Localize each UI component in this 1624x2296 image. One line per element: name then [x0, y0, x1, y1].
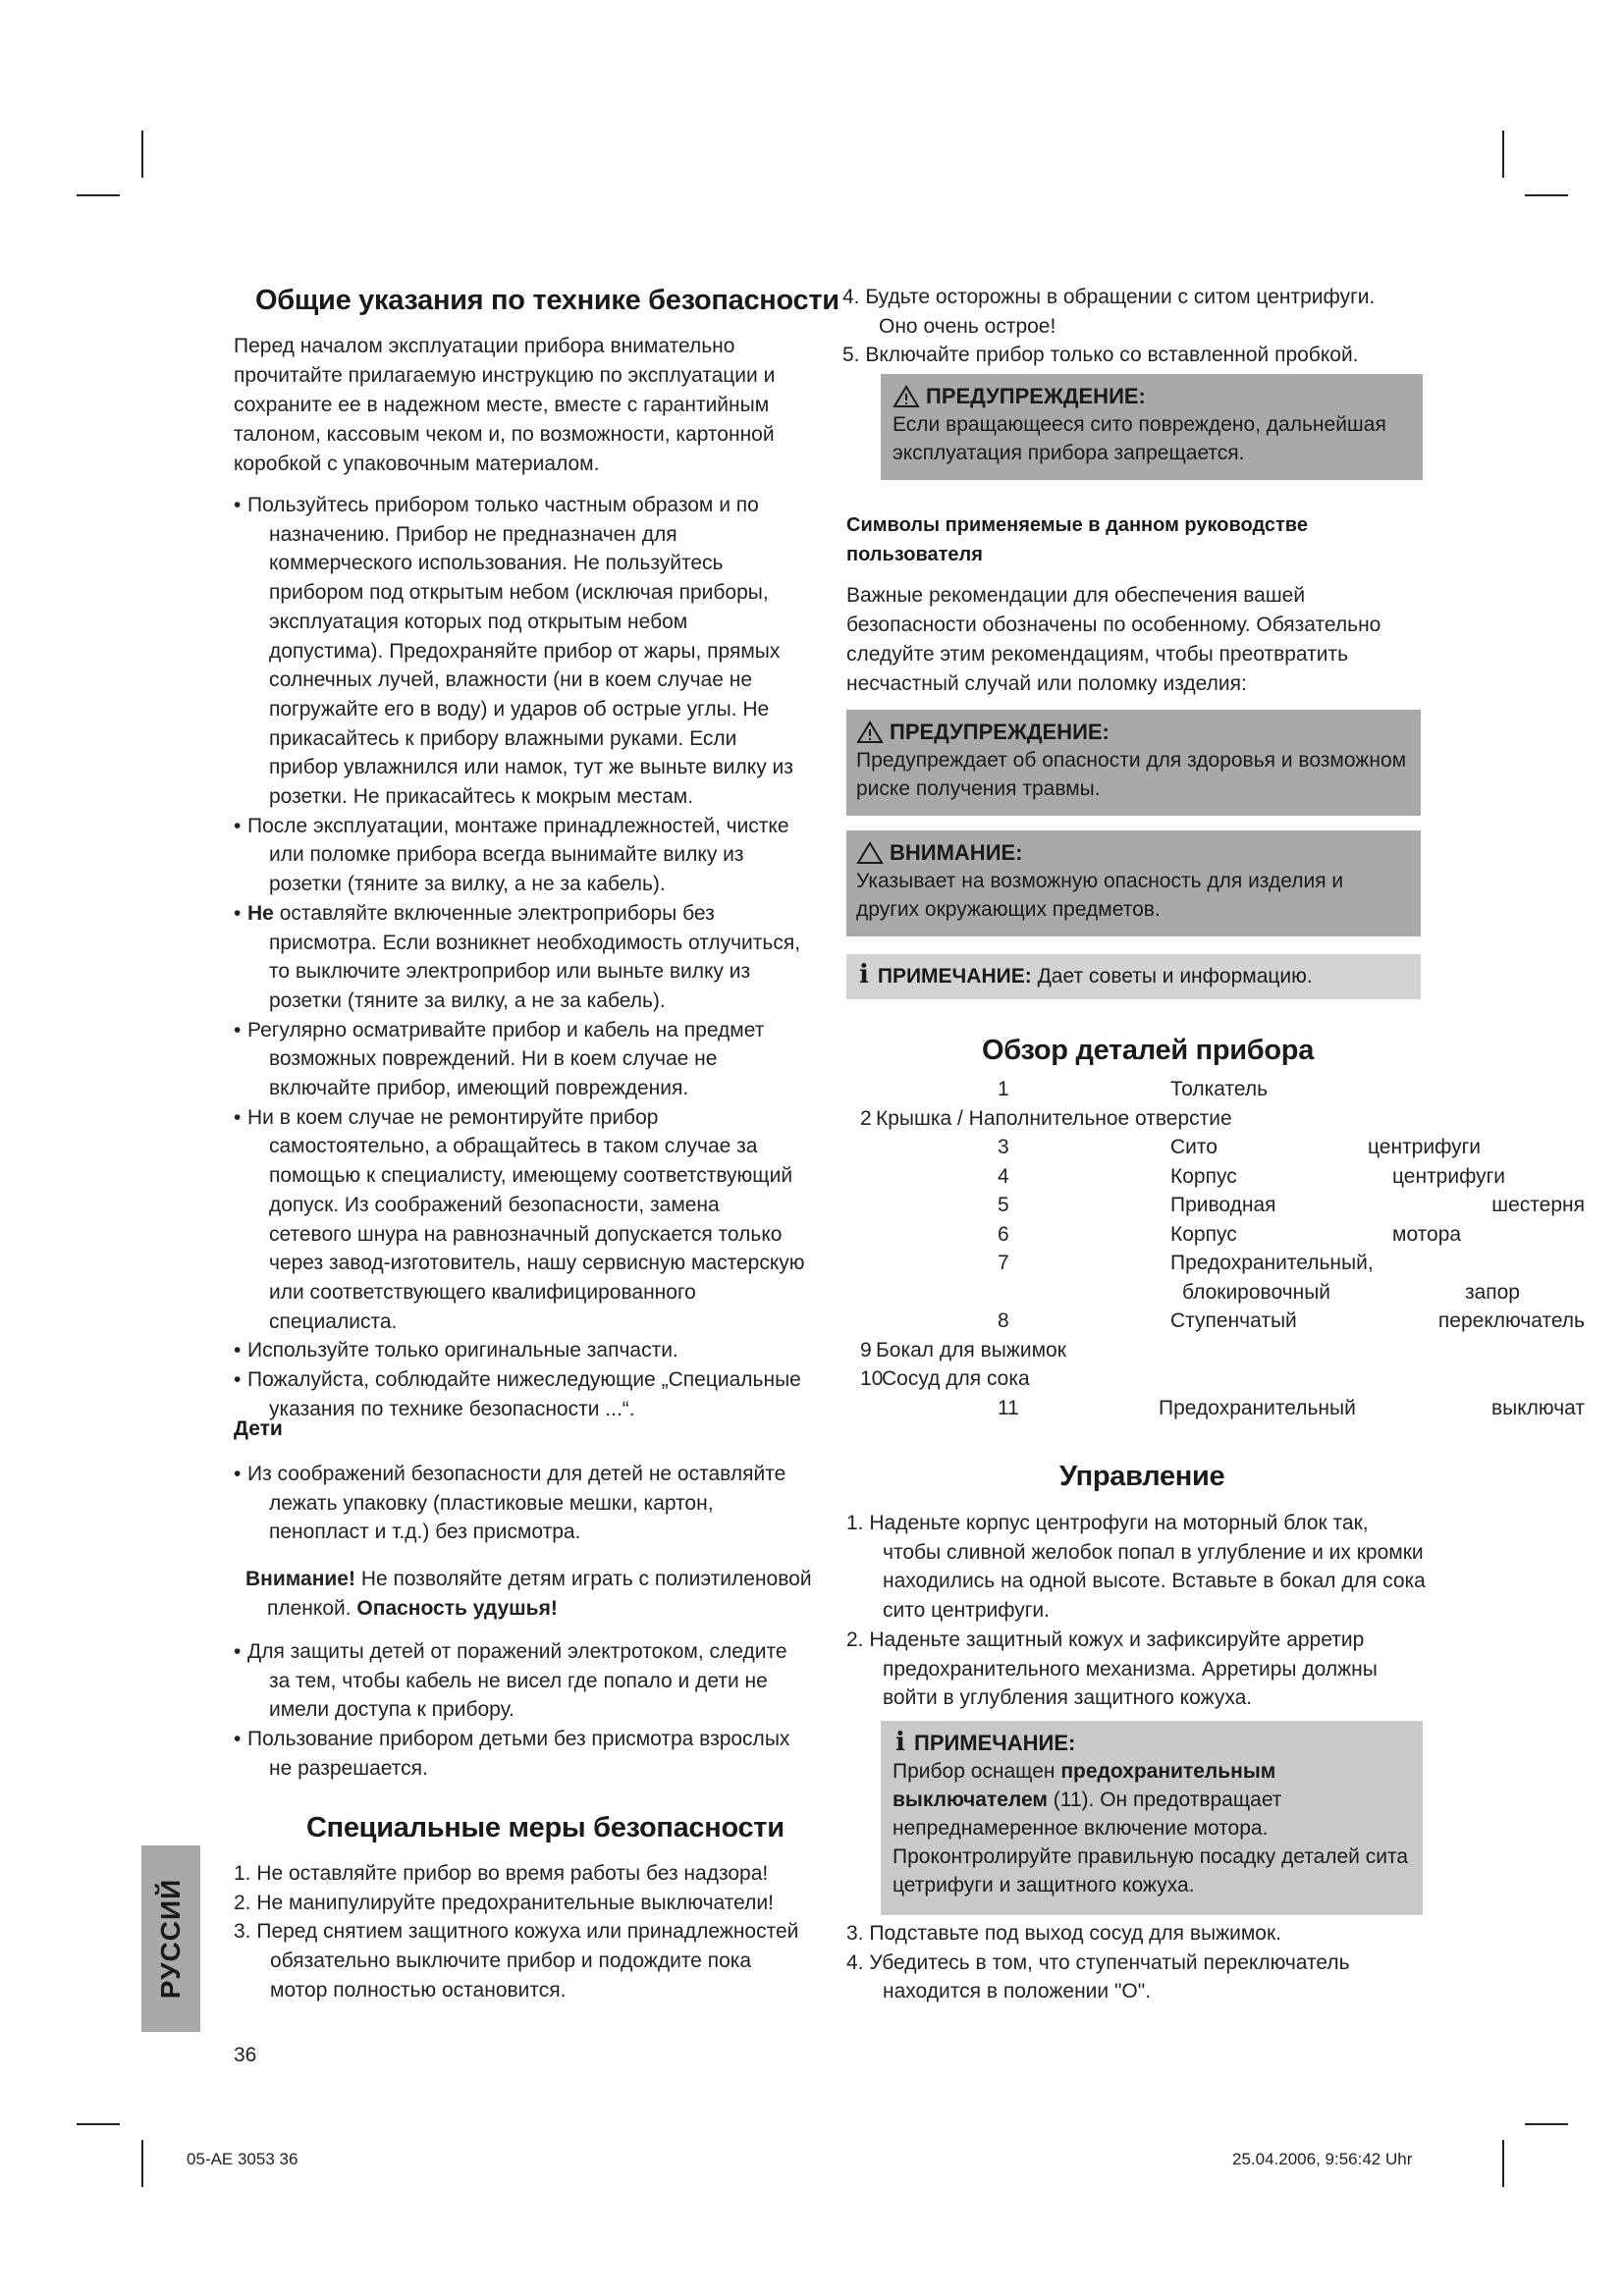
- part-name: блокировочный: [1182, 1280, 1331, 1304]
- list-item: • Из соображений безопасности для детей не оставляйте лежать упаковку (пластиковые мешки, картон, пенопласт и т.д.) без присмотра.: [234, 1463, 786, 1544]
- warning-box-health: ПРЕДУПРЕЖДЕНИЕ: Предупреждает об опасности для здоровья и возможном риске получения травмы.: [846, 710, 1421, 816]
- part-name: Сито: [1170, 1136, 1218, 1158]
- part-row: [842, 1307, 1589, 1336]
- page-number: 36: [234, 2044, 257, 2066]
- info-icon: i: [859, 960, 869, 989]
- part-number: 5: [998, 1194, 1009, 1216]
- part-name: Приводная: [1170, 1194, 1276, 1216]
- part-name-2: центрифуги: [1392, 1164, 1506, 1188]
- language-tab: РУССИЙ: [141, 1845, 200, 2032]
- attention-paragraph: Внимание! Не позволяйте детям играть с полиэтиленовой пленкой. Опасность удушья!: [245, 1568, 812, 1620]
- part-number: 7: [998, 1252, 1009, 1274]
- part-name-3: выключат: [1491, 1396, 1585, 1419]
- heading-symbols: Символы применяемые в данном руководстве пользователя: [846, 514, 1308, 565]
- caution-box: ВНИМАНИЕ: Указывает на возможную опасность для изделия и других окружающих предметов.: [846, 830, 1421, 936]
- part-row: [842, 1075, 1589, 1104]
- crop-mark: [141, 2140, 143, 2187]
- special-safety-list-cont: [842, 283, 1392, 370]
- crop-mark: [1525, 194, 1568, 196]
- part-row: [842, 1220, 1589, 1250]
- part-name: Крышка / Наполнительное отверстие: [876, 1106, 1232, 1130]
- part-name: Предохранительный,: [1170, 1252, 1374, 1274]
- part-name-3: запор: [1464, 1280, 1520, 1304]
- warning-box-sieve: ПРЕДУПРЕЖДЕНИЕ: Если вращающееся сито повреждено, дальнейшая эксплуатация прибора запрещается.: [881, 374, 1423, 480]
- symbols-intro: Важные рекомендации для обеспечения вашей безопасности обозначены по особенному. Обязательно следуйте этим рекомендациям, чтобы преотвратить несчастный случай или поломку изделия:: [846, 584, 1381, 695]
- crop-mark: [1502, 131, 1504, 178]
- part-number: 2: [860, 1106, 872, 1130]
- crop-mark: [77, 194, 120, 196]
- special-safety-list: [234, 1859, 813, 2005]
- crop-mark: [1502, 2140, 1504, 2187]
- part-name: Бокал для выжимок: [876, 1338, 1066, 1362]
- crop-mark: [141, 131, 143, 178]
- list-item: 2. Наденьте защитный кожух и зафиксируйте арретир предохранительного механизма. Арретиры должны войти в углубления защитного кожуха.: [846, 1628, 1378, 1710]
- part-number: 10: [860, 1367, 884, 1390]
- list-item: 1. Не оставляйте прибор во время работы без надзора!: [234, 1862, 769, 1885]
- part-name-2: мотора: [1392, 1222, 1462, 1246]
- footer-left: 05-AE 3053 36: [187, 2150, 298, 2168]
- part-row: [842, 1104, 1589, 1134]
- part-row: [842, 1249, 1589, 1278]
- crop-mark: [77, 2123, 120, 2125]
- list-item: 3. Подставьте под выход сосуд для выжимок.: [846, 1922, 1282, 1945]
- heading-children: Дети: [234, 1417, 283, 1440]
- heading-general-safety: Общие указания по технике безопасности: [255, 285, 839, 316]
- footer-right: 25.04.2006, 9:56:42 Uhr: [1232, 2150, 1413, 2168]
- warning-triangle-icon: [893, 385, 920, 408]
- part-row: [842, 1394, 1589, 1423]
- list-item: • Не оставляйте включенные электроприборы без присмотра. Если возникнет необходимость отлучиться, то выключите электроприбор или выньте вилку из розетки (тяните за вилку, а не за кабель).: [234, 901, 801, 1012]
- part-row: [842, 1364, 1589, 1394]
- part-name: Толкатель: [1170, 1078, 1269, 1100]
- part-number: 9: [860, 1338, 872, 1362]
- heading-special-safety: Специальные меры безопасности: [306, 1812, 785, 1843]
- list-item: • Ни в коем случае не ремонтируйте прибор самостоятельно, а обращайтесь в таком случае за помощью к специалисту, имеющему соответствующий допуск. Из соображений безопасности, замена сетевого шнура на равнозначный допускается только через завод-изготовитель, нашу сервисную мастерскую или соответствующего квалифицированного специалиста.: [234, 1105, 805, 1333]
- list-item: 5. Включайте прибор только со вставленной пробкой.: [842, 344, 1359, 367]
- part-name-3: шестерня: [1491, 1194, 1585, 1216]
- part-name: Предохранительный: [1159, 1396, 1356, 1419]
- operation-list: [846, 1509, 1426, 1713]
- children-bullets-2: [212, 1637, 807, 1784]
- list-item: • После эксплуатации, монтаже принадлежностей, чистке или поломке прибора всегда вынимайте вилку из розетки (тяните за вилку, а не за кабель).: [234, 814, 789, 896]
- part-row: [842, 1278, 1589, 1308]
- part-number: 8: [998, 1309, 1009, 1332]
- list-item: • Используйте только оригинальные запчасти.: [234, 1339, 678, 1362]
- heading-operation: Управление: [1059, 1461, 1225, 1492]
- list-item: 2. Не манипулируйте предохранительные выключатели!: [234, 1891, 774, 1914]
- part-number: 3: [998, 1136, 1009, 1158]
- list-item: 4. Будьте осторожны в обращении с ситом центрифуги. Оно очень острое!: [842, 286, 1376, 338]
- safety-bullets: [212, 491, 807, 1424]
- part-name: Корпус: [1170, 1222, 1237, 1246]
- note-box-safety-switch: i ПРИМЕЧАНИЕ: Прибор оснащен предохранительным выключателем (11). Он предотвращает непреднамеренное включение мотора. Проконтролируйте правильную посадку деталей сита цетрифуги и защитного кожуха.: [881, 1721, 1423, 1915]
- part-name-2: центрифуги: [1368, 1136, 1482, 1158]
- caution-text: Указывает на возможную опасность для изделия и других окружающих предметов.: [856, 870, 1344, 921]
- list-item: 1. Наденьте корпус центрофуги на моторный блок так, чтобы сливной желобок попал в углубление и их кромки находились на одной высоте. Вставьте в бокал для сока сито центрифуги.: [846, 1512, 1426, 1623]
- part-name-3: переключатель: [1437, 1309, 1585, 1332]
- warning-triangle-icon: [856, 721, 884, 744]
- info-icon: i: [895, 1728, 905, 1757]
- part-row: [842, 1336, 1589, 1365]
- part-number: 11: [998, 1396, 1019, 1419]
- list-item: • Регулярно осматривайте прибор и кабель на предмет возможных повреждений. Ни в коем случае не включайте прибор, имеющий повреждения.: [234, 1018, 765, 1100]
- list-item: • Пожалуйста, соблюдайте нижеследующие „Специальные указания по технике безопасности ...“.: [234, 1368, 801, 1420]
- part-number: 1: [998, 1078, 1009, 1100]
- heading-parts-overview: Обзор деталей прибора: [982, 1035, 1315, 1066]
- list-item: • Пользуйтесь прибором только частным образом и по назначению. Прибор не предназначен для коммерческого использования. Не пользуйтесь прибором под открытым небом (исключая приборы, эксплуатация которых под открытым небом допустима). Предохраняйте прибор от жары, прямых солнечных лучей, влажности (ни в коем случае не погружайте его в воду) и ударов об острые углы. Не прикасайтесь к прибору влажными руками. Если прибор увлажнился или намок, тут же выньте вилку из розетки. Не прикасайтесь к мокрым местам.: [234, 494, 793, 809]
- list-item: 4. Убедитесь в том, что ступенчатый переключатель находится в положении "O".: [846, 1950, 1350, 2003]
- warning-text: Если вращающееся сито повреждено, дальнейшая эксплуатация прибора запрещается.: [893, 413, 1386, 464]
- children-bullets: [212, 1460, 807, 1547]
- part-number: 4: [998, 1164, 1009, 1188]
- parts-list: [842, 1075, 1589, 1422]
- list-item: • Для защиты детей от поражений электротоком, следите за тем, чтобы кабель не висел где попало и дети не имели доступа к прибору.: [234, 1640, 787, 1722]
- part-row: [842, 1133, 1589, 1162]
- crop-mark: [1525, 2123, 1568, 2125]
- list-item: 3. Перед снятием защитного кожуха или принадлежностей обязательно выключите прибор и подождите пока мотор полностью остановится.: [234, 1920, 799, 2002]
- part-row: [842, 1162, 1589, 1192]
- part-name: Ступенчатый: [1170, 1309, 1297, 1332]
- part-name: Корпус: [1170, 1164, 1237, 1188]
- part-number: 6: [998, 1222, 1009, 1246]
- list-item: • Пользование прибором детьми без присмотра взрослых не разрешается.: [234, 1728, 790, 1780]
- caution-triangle-icon: [856, 841, 884, 865]
- note-text: Прибор оснащен предохранительным выключателем (11). Он предотвращает непреднамеренное включение мотора. Проконтролируйте правильную посадку деталей сита цетрифуги и защитного кожуха.: [893, 1760, 1409, 1896]
- warning-text: Предупреждает об опасности для здоровья и возможном риске получения травмы.: [856, 749, 1407, 800]
- part-name: Сосуд для сока: [882, 1367, 1030, 1390]
- intro-paragraph: Перед началом эксплуатации прибора внимательно прочитайте прилагаемую инструкцию по эксплуатации и сохраните ее в надежном месте, вместе с гарантийным талоном, кассовым чеком и, по возможности, картонной коробкой с упаковочным материалом.: [234, 335, 776, 475]
- note-box: i ПРИМЕЧАНИЕ: Дает советы и информацию.: [846, 954, 1421, 999]
- part-row: [842, 1191, 1589, 1220]
- operation-list-2: [846, 1919, 1426, 2006]
